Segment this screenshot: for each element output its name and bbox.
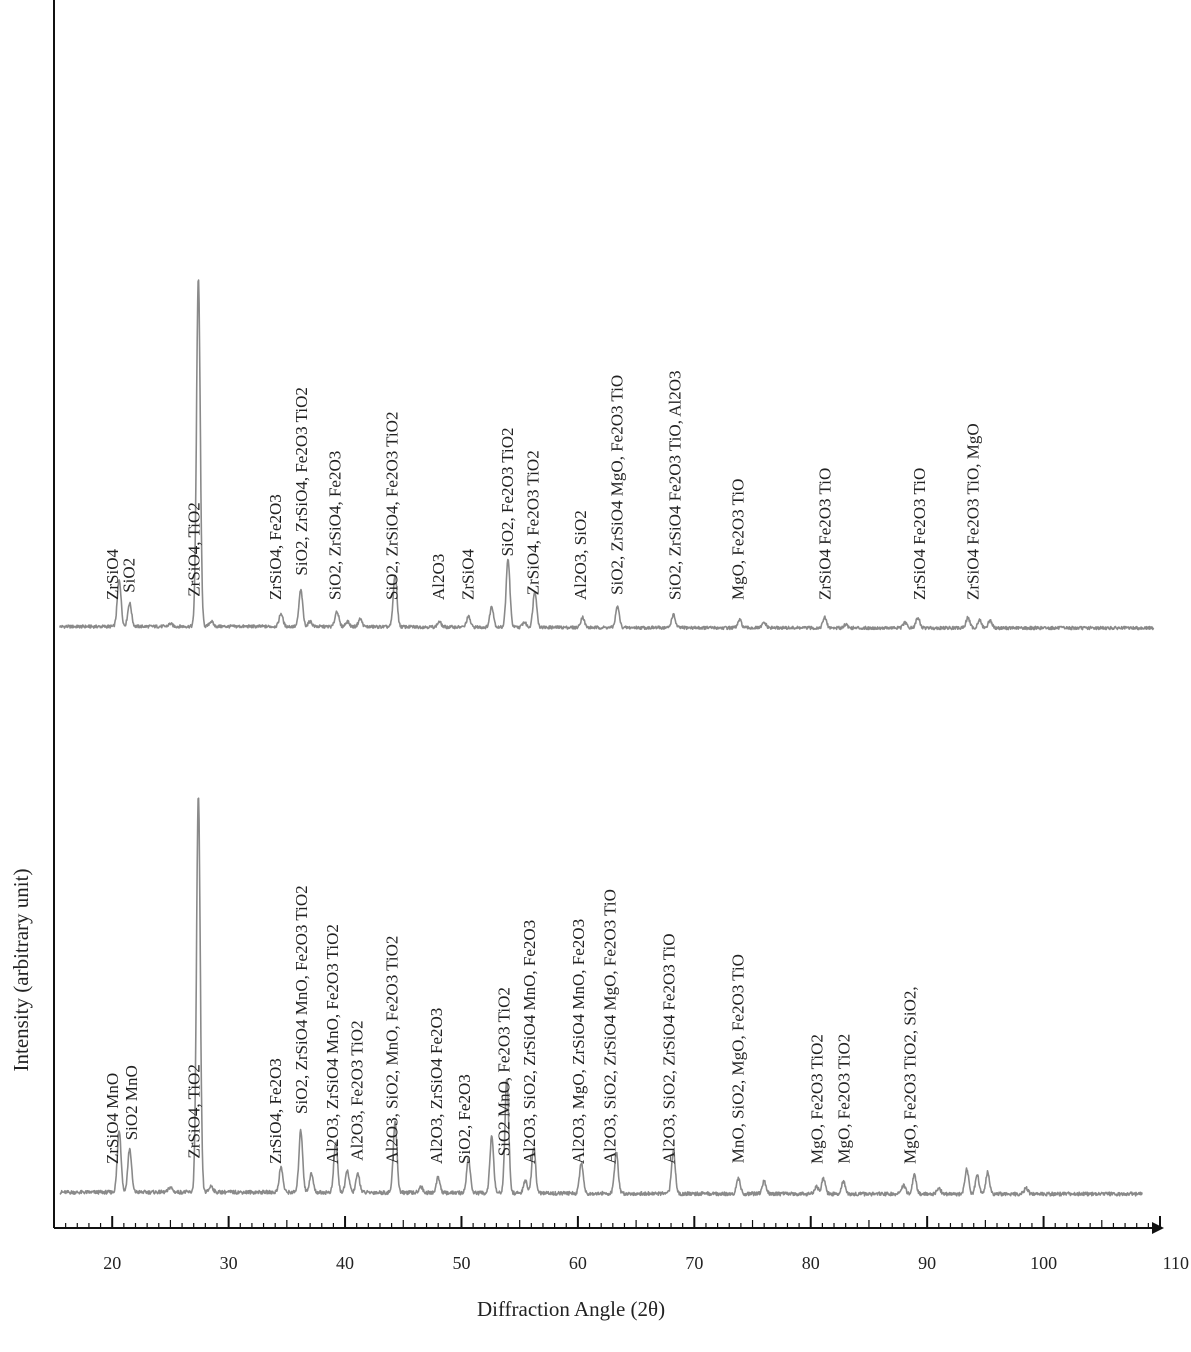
peak-label: Al2O3, MgO, ZrSiO4 MnO, Fe2O3 (568, 918, 588, 1164)
peak-label: SiO2, ZrSiO4 MnO, Fe2O3 TiO2 (291, 885, 311, 1114)
x-axis-title: Diffraction Angle (2θ) (476, 1297, 666, 1321)
peak-label: SiO2, ZrSiO4, Fe2O3 (325, 450, 345, 600)
x-tick-label: 70 (685, 1253, 704, 1273)
peak-label: SiO2, Fe2O3 (454, 1074, 474, 1164)
peak-labels (103, 370, 982, 1164)
peak-label: ZrSiO4, TiO2 (184, 1064, 204, 1159)
peak-label: MgO, Fe2O3 TiO2 (807, 1034, 827, 1164)
peak-label: SiO2, Fe2O3 TiO2 (497, 427, 517, 557)
peak-label: MgO, Fe2O3 TiO2, SiO2, (900, 986, 920, 1164)
peak-label: Al2O3, ZrSiO4 Fe2O3 (426, 1007, 446, 1164)
x-tick-label: 90 (918, 1253, 937, 1273)
peak-label: ZrSiO4, Fe2O3 TiO2 (523, 450, 543, 596)
x-tick-label: 100 (1030, 1253, 1058, 1273)
peak-label: MnO, SiO2, MgO, Fe2O3 TiO (728, 954, 748, 1164)
peak-label: ZrSiO4 (103, 549, 123, 600)
peak-label: Al2O3, SiO2, ZrSiO4 Fe2O3 TiO (659, 933, 679, 1164)
y-axis-title: Intensity (arbitrary unit) (9, 868, 33, 1072)
peak-label: ZrSiO4 (458, 549, 478, 600)
x-axis-arrow (1152, 1222, 1164, 1234)
peak-label: ZrSiO4 Fe2O3 TiO (815, 467, 835, 600)
peak-label: SiO2, ZrSiO4 MgO, Fe2O3 TiO (607, 374, 627, 595)
peak-label: MgO, Fe2O3 TiO2 (834, 1033, 854, 1164)
peak-label: Al2O3, Fe2O3 TiO2 (347, 1020, 367, 1161)
x-tick-label: 20 (103, 1253, 122, 1273)
x-tick-label: 60 (568, 1253, 587, 1273)
peak-label: Al2O3, SiO2, ZrSiO4 MnO, Fe2O3 (520, 919, 539, 1164)
x-axis-ticks (54, 1216, 1189, 1273)
x-tick-label: 40 (336, 1253, 355, 1273)
peak-label: ZrSiO4 Fe2O3 TiO (910, 467, 929, 600)
peak-label: SiO2 MnO (121, 1065, 141, 1141)
peak-label: SiO2 (119, 557, 139, 593)
peak-label: MgO, Fe2O3 TiO (728, 478, 748, 600)
peak-label: SiO2, ZrSiO4 Fe2O3 TiO, Al2O3 (665, 370, 685, 600)
peak-label: Al2O3 (429, 553, 449, 600)
x-tick-label: 80 (801, 1253, 820, 1273)
x-tick-label: 30 (219, 1253, 238, 1273)
peak-label: ZrSiO4, Fe2O3 (266, 494, 286, 600)
peak-label: ZrSiO4, TiO2 (184, 502, 204, 597)
peak-label: Al2O3, SiO2, MnO, Fe2O3 TiO2 (382, 935, 402, 1164)
peak-label: Al2O3, ZrSiO4 MnO, Fe2O3 TiO2 (323, 924, 343, 1164)
peak-label: SiO2, ZrSiO4, Fe2O3 TiO2 (291, 387, 311, 576)
peak-label: SiO2, ZrSiO4, Fe2O3 TiO2 (382, 411, 402, 600)
x-tick-label: 110 (1162, 1253, 1189, 1273)
peak-label: ZrSiO4 Fe2O3 TiO, MgO (963, 423, 983, 600)
peak-label: SiO2 MnO, Fe2O3 TiO2 (494, 987, 514, 1157)
peak-label: ZrSiO4, Fe2O3 (266, 1058, 286, 1164)
peak-label: Al2O3, SiO2 (571, 510, 591, 600)
x-tick-label: 50 (452, 1253, 471, 1273)
peak-label: Al2O3, SiO2, ZrSiO4 MgO, Fe2O3 TiO (600, 889, 620, 1164)
peak-label: ZrSiO4 MnO (103, 1072, 123, 1164)
